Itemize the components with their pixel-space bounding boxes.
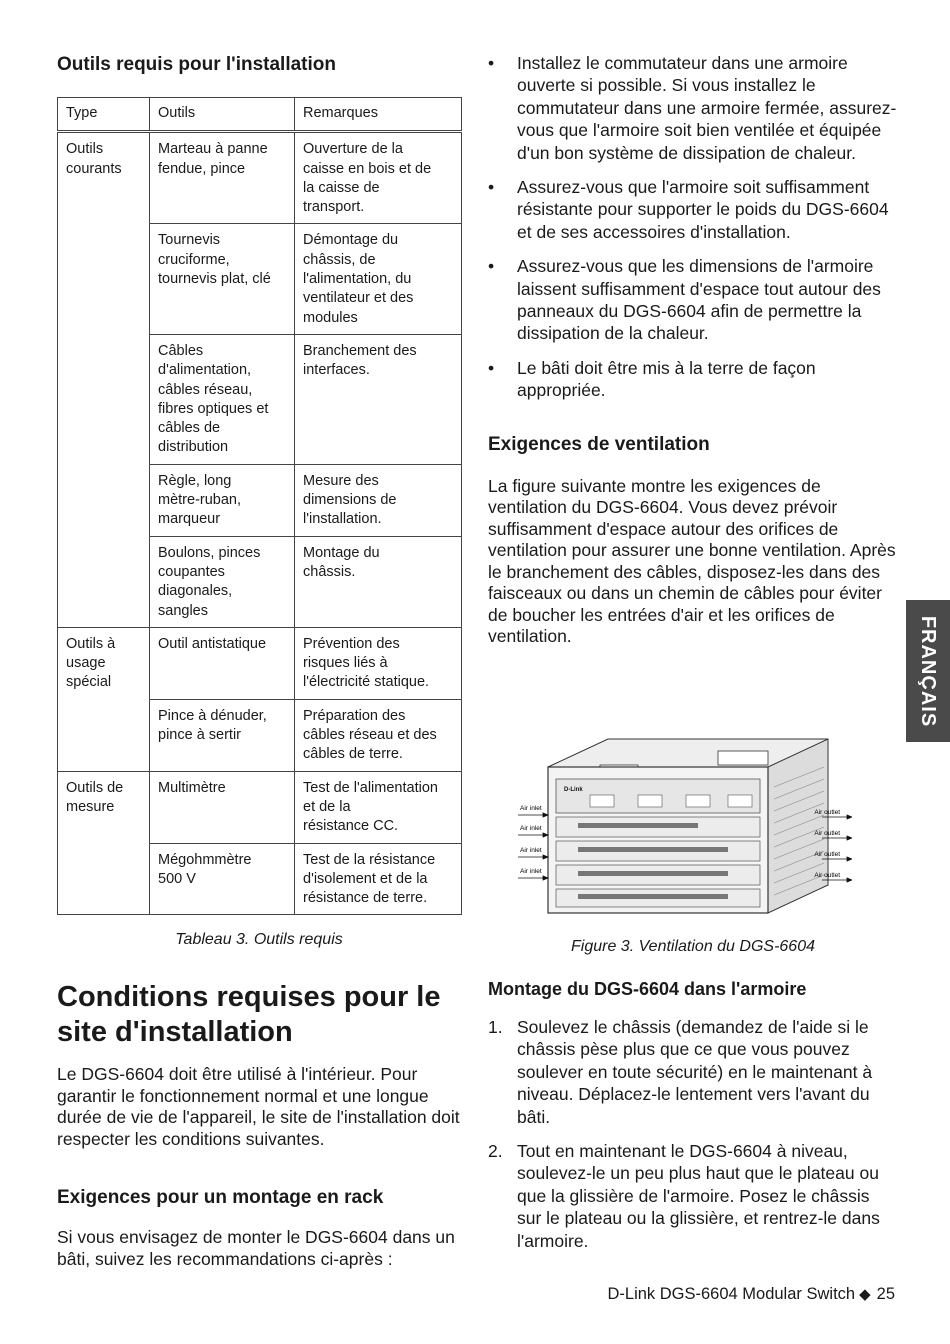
tools-heading: Outils requis pour l'installation [57, 54, 336, 75]
ventilation-figure [508, 737, 852, 927]
tools-cell: Pince à dénuder, pince à sertir [150, 699, 295, 771]
remarks-cell: Test de l'alimentation et de la résistance CC. [295, 771, 462, 843]
air-outlet-label: Air outlet [814, 851, 840, 858]
remarks-cell: Mesure des dimensions de l'installation. [295, 464, 462, 536]
page-footer [607, 1285, 895, 1304]
list-item: • Installez le commutateur dans une armoire ouverte si possible. Si vous installez le commutateur dans une armoire fermée, assurez-vous que l'armoire soit bien ventilée et équipée d'un bon système de dissipation de chaleur. [488, 53, 897, 163]
brand-logo: D-Link [564, 787, 583, 793]
table-header-row [58, 98, 462, 132]
tools-cell: Boulons, pinces coupantes diagonales, sangles [150, 536, 295, 627]
left-column [57, 52, 461, 1270]
table-row [58, 627, 462, 699]
ventilation-text: La figure suivante montre les exigences de ventilation du DGS-6604. Vous devez prévoir suffisamment d'espace autour des orifices de ventilation pour assurer une bonne ventilation. Après le branchement des câbles, disposez-les dans des faisceaux ou dans un chemin de câbles pour éviter de boucher les entrées d'air et les orifices de ventilation. [488, 475, 896, 647]
table-row [58, 132, 462, 224]
tools-cell: Tournevis cruciforme, tournevis plat, clé [150, 224, 295, 334]
list-item: • Assurez-vous que l'armoire soit suffisamment résistante pour supporter le poids du DGS-6604 et de ses accessoires d'installation. [488, 177, 889, 242]
list-item: • Le bâti doit être mis à la terre de façon appropriée. [488, 357, 816, 401]
site-text: Le DGS-6604 doit être utilisé à l'intérieur. Pour garantir le fonctionnement normal et une longue durée de vie de l'appareil, le site de l'installation doit respecter les conditions suivantes. [57, 1064, 460, 1149]
header-tools: Outils [150, 98, 295, 132]
type-cell: Outils de mesure [58, 771, 150, 915]
air-inlet-label: Air inlet [520, 868, 542, 875]
mounting-section [488, 976, 898, 1264]
language-tab [906, 600, 950, 742]
table-row [58, 771, 462, 843]
list-item: 2. Tout en maintenant le DGS-6604 à niveau, soulevez-le un peu plus haut que le plateau ou que la glissière de l'armoire. Posez le châssis sur le plateau ou la glissière, et rentrez-le dans l'armoire. [488, 1141, 880, 1251]
remarks-cell: Ouverture de la caisse en bois et de la caisse de transport. [295, 132, 462, 224]
air-inlet-label: Air inlet [520, 805, 542, 812]
tools-cell: Outil antistatique [150, 627, 295, 699]
header-remarks: Remarques [295, 98, 462, 132]
air-outlet-label: Air outlet [814, 830, 840, 837]
diamond-icon: ◆ [859, 1286, 871, 1303]
header-type: Type [58, 98, 150, 132]
ventilation-heading: Exigences de ventilation [488, 433, 710, 455]
right-column [488, 52, 898, 648]
remarks-cell: Test de la résistance d'isolement et de la résistance de terre. [295, 843, 462, 915]
type-cell: Outils à usage spécial [58, 627, 150, 771]
site-heading: Conditions requises pour le site d'installation [57, 981, 441, 1049]
figure-caption: Figure 3. Ventilation du DGS-6604 [571, 938, 815, 955]
rack-bullet-list [488, 52, 898, 402]
footer-product: D-Link DGS-6604 Modular Switch [607, 1285, 856, 1303]
air-outlet-label: Air outlet [814, 872, 840, 879]
air-inlet-label: Air inlet [520, 847, 542, 854]
mounting-steps [488, 1016, 898, 1252]
mounting-heading: Montage du DGS-6604 dans l'armoire [488, 979, 807, 999]
tools-table [57, 97, 462, 915]
tools-cell: Multimètre [150, 771, 295, 843]
tools-cell: Marteau à panne fendue, pince [150, 132, 295, 224]
tools-cell: Mégohmmètre 500 V [150, 843, 295, 915]
language-tab-label: FRANÇAIS [917, 615, 940, 727]
tools-cell: Règle, long mètre-ruban, marqueur [150, 464, 295, 536]
remarks-cell: Préparation des câbles réseau et des câbles de terre. [295, 699, 462, 771]
air-inlet-label: Air inlet [520, 825, 542, 832]
tools-table-body [58, 132, 462, 915]
tools-cell: Câbles d'alimentation, câbles réseau, fibres optiques et câbles de distribution [150, 334, 295, 464]
rack-heading: Exigences pour un montage en rack [57, 1187, 384, 1209]
list-item: • Assurez-vous que les dimensions de l'armoire laissent suffisamment d'espace tout autour des panneaux du DGS-6604 afin de permettre la dissipation de la chaleur. [488, 256, 881, 344]
rack-text: Si vous envisagez de monter le DGS-6604 dans un bâti, suivez les recommandations ci-après : [57, 1227, 455, 1269]
list-item: 1. Soulevez le châssis (demandez de l'aide si le châssis pèse plus que ce que vous pouvez soulever en toute sécurité) en le maintenant à niveau. Déplacez-le lentement vers l'avant du bâti. [488, 1017, 873, 1127]
remarks-cell: Montage du châssis. [295, 536, 462, 627]
type-cell: Outils courants [58, 132, 150, 628]
remarks-cell: Démontage du châssis, de l'alimentation, du ventilateur et des modules [295, 224, 462, 334]
table-caption: Tableau 3. Outils requis [175, 931, 343, 949]
air-outlet-label: Air outlet [814, 809, 840, 816]
remarks-cell: Prévention des risques liés à l'électricité statique. [295, 627, 462, 699]
page-number: 25 [876, 1285, 895, 1303]
remarks-cell: Branchement des interfaces. [295, 334, 462, 464]
